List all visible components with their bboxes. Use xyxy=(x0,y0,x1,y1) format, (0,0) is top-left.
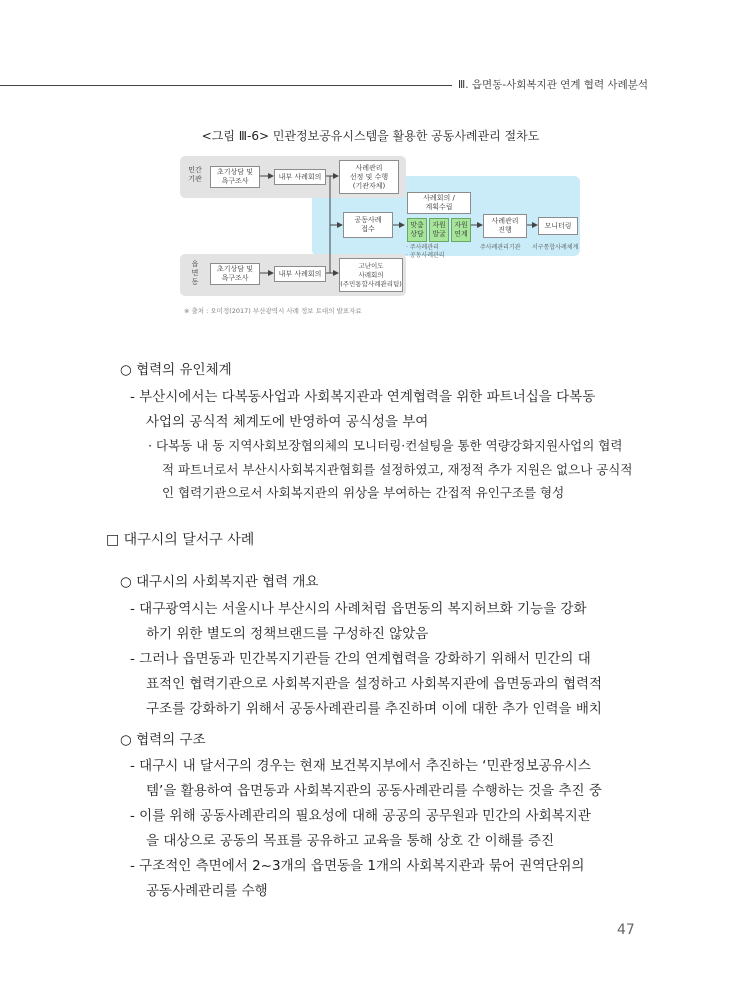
box-monitor: 모니터링 xyxy=(538,217,578,235)
section-daegu: □ 대구시의 달서구 사례 xyxy=(106,532,255,548)
text-line: - 구조적인 측면에서 2~3개의 읍면동을 1개의 사회복지관과 묶어 권역단위의 xyxy=(130,858,585,874)
box-case-meeting: 사례회의 / 계획수립 xyxy=(407,192,471,214)
heading-incentive: ○ 협력의 유인체계 xyxy=(120,362,232,378)
box-bottom-meeting: 내부 사례회의 xyxy=(274,266,326,282)
text-line: 적 파트너로서 부산시사회복지관협회를 설정하였고, 재정적 추가 지원은 없으나 공식적 xyxy=(162,462,633,477)
text-line: 하기 위한 별도의 정책브랜드를 구성하진 않았음 xyxy=(146,626,429,642)
box-top-intake: 초기상담 및 욕구조사 xyxy=(210,166,260,188)
box-execute: 사례관리 진행 xyxy=(483,214,527,238)
box-joint-case: 공동사례 접수 xyxy=(343,212,393,238)
note-integrated-system: 서구통합사례체계 xyxy=(532,244,579,251)
text-line: 공동사례관리를 수행 xyxy=(146,883,268,899)
text-line: 인 협력기관으로서 사회복지관의 위상을 부여하는 간접적 유인구조를 형성 xyxy=(162,485,565,500)
box-top-meeting: 내부 사례회의 xyxy=(274,169,326,185)
figure-caption: <그림 Ⅲ-6> 민관정보공유시스템을 활용한 공동사례관리 절차도 xyxy=(201,129,540,143)
note-main-agency: 주사례관리기관 xyxy=(480,244,521,251)
row-label-town: 읍 면 동 xyxy=(191,260,199,286)
text-line: 사업의 공식적 체계도에 반영하여 공식성을 부여 xyxy=(146,414,429,430)
box-bottom-intake: 초기상담 및 욕구조사 xyxy=(210,263,260,285)
header-rule xyxy=(0,85,452,86)
text-line: 을 대상으로 공동의 목표를 공유하고 교육을 통해 상호 간 이해를 증진 xyxy=(146,833,555,849)
text-line: 구조를 강화하기 위해서 공동사례관리를 추진하며 이에 대한 추가 인력을 배치 xyxy=(146,701,602,717)
text-line: · 다복동 내 동 지역사회보장협의체의 모니터링·컨설팅을 통한 역량강화지원사업의 협력 xyxy=(148,438,623,453)
text-line: - 이를 위해 공동사례관리의 필요성에 대해 공공의 공무원과 민간의 사회복지관 xyxy=(130,808,591,824)
text-line: - 대구시 내 달서구의 경우는 현재 보건복지부에서 추진하는 ‘민관정보공유시스 xyxy=(130,758,591,774)
box-top-select: 사례관리 선정 및 수행 (기관자체) xyxy=(339,160,399,194)
box-resource-link: 자원 연계 xyxy=(451,218,471,242)
box-bottom-select: 고난이도 사례회의 (주민통합사례관리팀) xyxy=(339,258,403,292)
text-line: - 부산시에서는 다복동사업과 사회복지관과 연계협력을 위한 파트너십을 다복동 xyxy=(130,389,596,405)
page-number: 47 xyxy=(617,922,635,938)
text-line: - 대구광역시는 서울시나 부산시의 사례처럼 읍면동의 복지허브화 기능을 강화 xyxy=(130,601,587,617)
row-label-private: 민간 기관 xyxy=(188,166,202,183)
heading-overview: ○ 대구시의 사회복지관 협력 개요 xyxy=(120,574,319,590)
figure-source: ※ 출처 : 오미정(2017) 부산광역시 사례 정보 토대의 발표자료 xyxy=(184,307,362,315)
text-line: 템’을 활용하여 읍면동과 사회복지관의 공동사례관리를 수행하는 것을 추진 중 xyxy=(146,783,602,799)
text-line: 표적인 협력기관으로 사회복지관을 설정하고 사회복지관에 읍면동과의 협력적 xyxy=(146,676,603,692)
procedure-diagram xyxy=(180,152,590,302)
box-custom-counsel: 맞춤 상담 xyxy=(407,218,427,242)
note-joint-case: · 공동사례관리 xyxy=(406,252,445,259)
running-header: Ⅲ. 읍면동-사회복지관 연계 협력 사례분석 xyxy=(458,79,649,91)
note-main-case: · 주사례관리 xyxy=(406,244,439,251)
box-resource-find: 자원 발굴 xyxy=(429,218,449,242)
heading-structure: ○ 협력의 구조 xyxy=(120,732,206,748)
text-line: - 그러나 읍면동과 민간복지기관들 간의 연계협력을 강화하기 위해서 민간의 대 xyxy=(130,651,591,667)
